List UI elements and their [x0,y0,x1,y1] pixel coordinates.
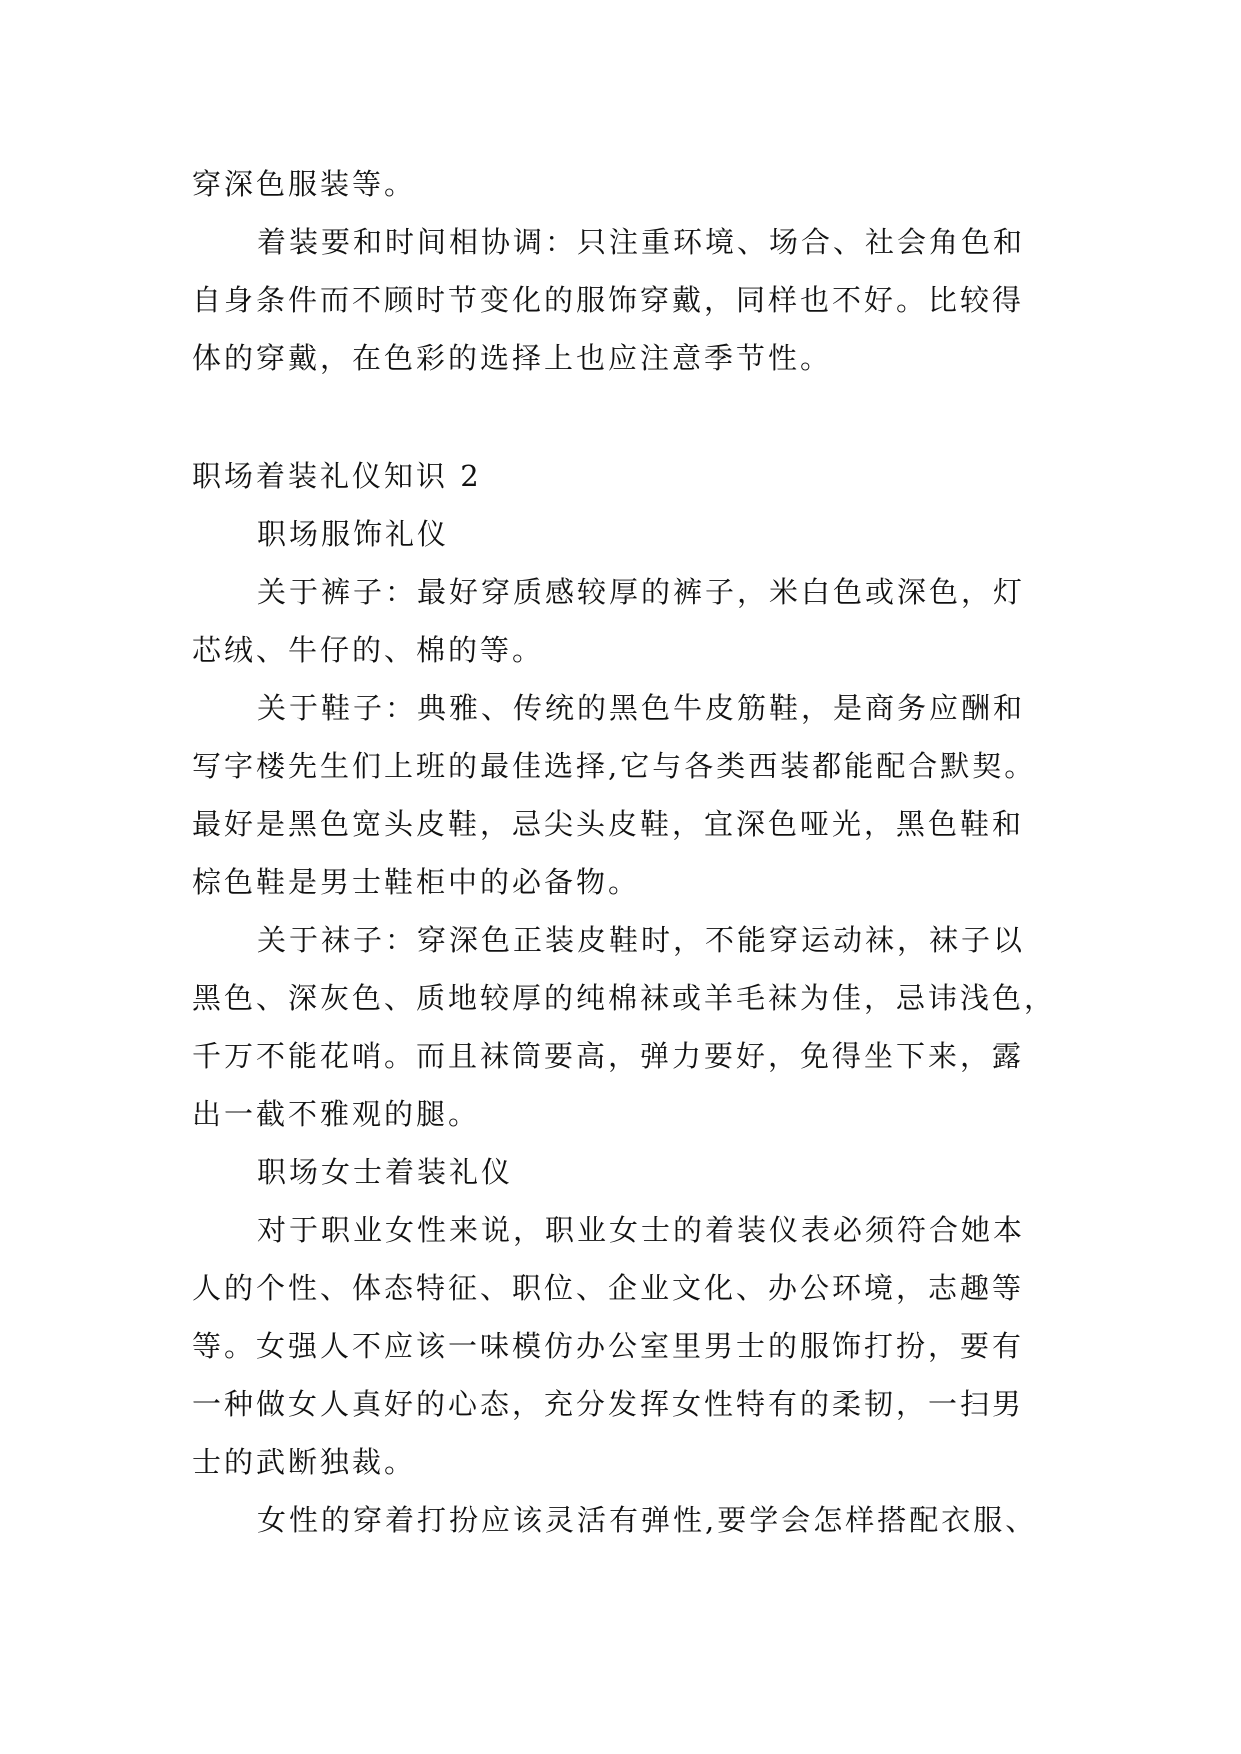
paragraph-line: 关于袜子：穿深色正装皮鞋时，不能穿运动袜，袜子以 [257,923,1026,957]
paragraph-line: 穿深色服装等。 [192,167,417,201]
section-title: 职场着装礼仪知识 2 [192,459,482,493]
paragraph-line: 芯绒、牛仔的、棉的等。 [192,633,545,667]
paragraph-line: 出一截不雅观的腿。 [192,1097,481,1131]
paragraph-line: 士的武断独裁。 [192,1445,417,1479]
paragraph-line: 对于职业女性来说，职业女士的着装仪表必须符合她本 [257,1213,1026,1247]
paragraph-line: 关于裤子：最好穿质感较厚的裤子，米白色或深色，灯 [257,575,1026,609]
paragraph-line: 等。女强人不应该一味模仿办公室里男士的服饰打扮，要有 [192,1329,1025,1363]
paragraph-line: 着装要和时间相协调：只注重环境、场合、社会角色和 [257,225,1026,259]
paragraph-line: 女性的穿着打扮应该灵活有弹性,要学会怎样搭配衣服、 [257,1503,1038,1537]
paragraph-line: 一种做女人真好的心态，充分发挥女性特有的柔韧，一扫男 [192,1387,1025,1421]
paragraph-line: 自身条件而不顾时节变化的服饰穿戴，同样也不好。比较得 [192,283,1025,317]
paragraph-line: 黑色、深灰色、质地较厚的纯棉袜或羊毛袜为佳，忌讳浅色， [192,981,1057,1015]
paragraph-line: 体的穿戴，在色彩的选择上也应注意季节性。 [192,341,833,375]
paragraph-line: 人的个性、体态特征、职位、企业文化、办公环境，志趣等 [192,1271,1025,1305]
paragraph-line: 千万不能花哨。而且袜筒要高，弹力要好，免得坐下来，露 [192,1039,1025,1073]
section-spacer [192,387,1052,447]
subsection-heading: 职场女士着装礼仪 [257,1155,514,1189]
paragraph-line: 最好是黑色宽头皮鞋，忌尖头皮鞋，宜深色哑光，黑色鞋和 [192,807,1025,841]
document-body [192,155,1057,1549]
paragraph-line: 关于鞋子：典雅、传统的黑色牛皮筋鞋，是商务应酬和 [257,691,1026,725]
paragraph-line: 棕色鞋是男士鞋柜中的必备物。 [192,865,641,899]
subsection-heading: 职场服饰礼仪 [257,517,450,551]
paragraph-line: 写字楼先生们上班的最佳选择,它与各类西装都能配合默契。 [192,749,1037,783]
